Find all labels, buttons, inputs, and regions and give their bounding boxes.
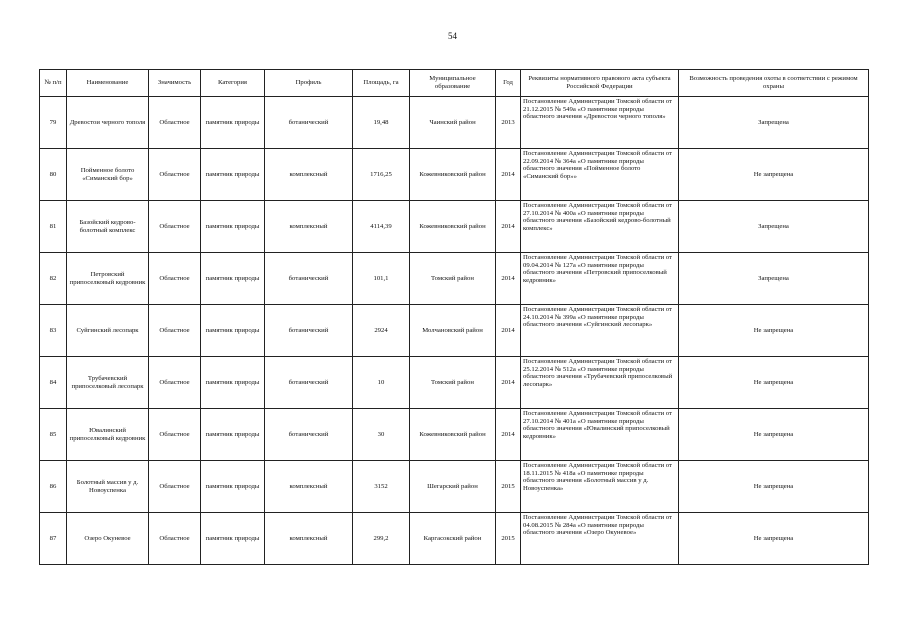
cell-hunting: Запрещена [679,201,869,253]
cell-profile: ботанический [265,253,353,305]
header-name: Наименование [67,70,149,97]
cell-requisites: Постановление Администрации Томской области от 27.10.2014 № 400а «О памятнике природы областного значения «Базойский кедрово-болотный комплекс» [521,201,679,253]
cell-area: 1716,25 [353,149,410,201]
cell-significance: Областное [149,513,201,565]
cell-category: памятник природы [201,305,265,357]
cell-category: памятник природы [201,97,265,149]
table-row [40,305,869,357]
cell-requisites: Постановление Администрации Томской области от 24.10.2014 № 399а «О памятнике природы областного значения «Суйгинский лесопарк» [521,305,679,357]
cell-year: 2014 [496,253,521,305]
cell-requisites: Постановление Администрации Томской области от 25.12.2014 № 512а «О памятнике природы областного значения «Трубачевский припоселковый лесопарк» [521,357,679,409]
cell-profile: ботанический [265,97,353,149]
cell-category: памятник природы [201,253,265,305]
cell-significance: Областное [149,97,201,149]
cell-hunting: Запрещена [679,97,869,149]
cell-requisites: Постановление Администрации Томской области от 04.08.2015 № 284а «О памятнике природы областного значения «Озеро Окуневое» [521,513,679,565]
cell-area: 299,2 [353,513,410,565]
cell-year: 2014 [496,409,521,461]
cell-name: Суйгинский лесопарк [67,305,149,357]
cell-significance: Областное [149,305,201,357]
table-row [40,513,869,565]
cell-category: памятник природы [201,357,265,409]
cell-year: 2014 [496,149,521,201]
cell-year: 2014 [496,201,521,253]
cell-requisites: Постановление Администрации Томской области от 09.04.2014 № 127а «О памятнике природы областного значения «Петровский припоселковый кедровник» [521,253,679,305]
table-row [40,253,869,305]
cell-municipality: Томский район [410,253,496,305]
cell-municipality: Шегарский район [410,461,496,513]
cell-name: Болотный массив у д. Новоуспенка [67,461,149,513]
header-profile: Профиль [265,70,353,97]
cell-area: 19,48 [353,97,410,149]
cell-area: 3152 [353,461,410,513]
cell-num: 81 [40,201,67,253]
table-row [40,409,869,461]
table-row [40,149,869,201]
cell-category: памятник природы [201,201,265,253]
cell-num: 83 [40,305,67,357]
cell-municipality: Томский район [410,357,496,409]
cell-municipality: Молчановский район [410,305,496,357]
cell-area: 2924 [353,305,410,357]
cell-category: памятник природы [201,149,265,201]
table-row [40,201,869,253]
header-municipality: Муниципальное образование [410,70,496,97]
cell-significance: Областное [149,201,201,253]
header-category: Категория [201,70,265,97]
cell-significance: Областное [149,461,201,513]
cell-year: 2015 [496,461,521,513]
cell-profile: комплексный [265,149,353,201]
cell-profile: комплексный [265,201,353,253]
header-num: № п/п [40,70,67,97]
cell-hunting: Не запрещена [679,513,869,565]
cell-hunting: Не запрещена [679,409,869,461]
cell-num: 79 [40,97,67,149]
header-significance: Значимость [149,70,201,97]
cell-hunting: Не запрещена [679,305,869,357]
cell-num: 86 [40,461,67,513]
cell-area: 30 [353,409,410,461]
cell-significance: Областное [149,409,201,461]
header-area: Площадь, га [353,70,410,97]
cell-requisites: Постановление Администрации Томской области от 21.12.2015 № 549а «О памятнике природы областного значения «Древостои черного тополя» [521,97,679,149]
cell-municipality: Кожевниковский район [410,201,496,253]
cell-category: памятник природы [201,409,265,461]
cell-hunting: Не запрещена [679,357,869,409]
cell-hunting: Не запрещена [679,149,869,201]
cell-hunting: Не запрещена [679,461,869,513]
cell-municipality: Чаинский район [410,97,496,149]
cell-profile: ботанический [265,357,353,409]
cell-profile: ботанический [265,305,353,357]
cell-name: Озеро Окуневое [67,513,149,565]
cell-num: 82 [40,253,67,305]
cell-area: 10 [353,357,410,409]
cell-name: Трубачевский припоселковый лесопарк [67,357,149,409]
cell-area: 101,1 [353,253,410,305]
cell-municipality: Кожевниковский район [410,149,496,201]
cell-municipality: Каргасокский район [410,513,496,565]
cell-requisites: Постановление Администрации Томской области от 27.10.2014 № 401а «О памятнике природы областного значения «Ювалинский припоселковый кедровник» [521,409,679,461]
cell-name: Ювалинский припоселковый кедровник [67,409,149,461]
cell-num: 85 [40,409,67,461]
cell-significance: Областное [149,253,201,305]
protected-areas-table [39,69,869,565]
cell-num: 84 [40,357,67,409]
cell-name: Древостои черного тополя [67,97,149,149]
table-row [40,461,869,513]
cell-significance: Областное [149,357,201,409]
cell-category: памятник природы [201,513,265,565]
cell-name: Пойменное болото «Симанский бор» [67,149,149,201]
cell-requisites: Постановление Администрации Томской области от 18.11.2015 № 418а «О памятнике природы областного значения «Болотный массив у д. Новоуспенка» [521,461,679,513]
cell-year: 2015 [496,513,521,565]
cell-name: Петровский припоселковый кедровник [67,253,149,305]
cell-significance: Областное [149,149,201,201]
header-year: Год [496,70,521,97]
cell-year: 2014 [496,357,521,409]
cell-hunting: Запрещена [679,253,869,305]
cell-profile: ботанический [265,409,353,461]
table-header-row [40,70,869,97]
cell-num: 80 [40,149,67,201]
table-row [40,357,869,409]
cell-name: Базойский кедрово-болотный комплекс [67,201,149,253]
table-row [40,97,869,149]
header-requisites: Реквизиты нормативного правового акта субъекта Российской Федерации [521,70,679,97]
page-number: 54 [448,31,457,41]
cell-requisites: Постановление Администрации Томской области от 22.09.2014 № 364а «О памятнике природы областного значения «Пойменное болото «Симанский бор»» [521,149,679,201]
cell-area: 4114,39 [353,201,410,253]
cell-profile: комплексный [265,513,353,565]
cell-category: памятник природы [201,461,265,513]
cell-profile: комплексный [265,461,353,513]
cell-year: 2014 [496,305,521,357]
cell-year: 2013 [496,97,521,149]
cell-num: 87 [40,513,67,565]
header-hunting: Возможность проведения охоты в соответствии с режимом охраны [679,70,869,97]
cell-municipality: Кожевниковский район [410,409,496,461]
